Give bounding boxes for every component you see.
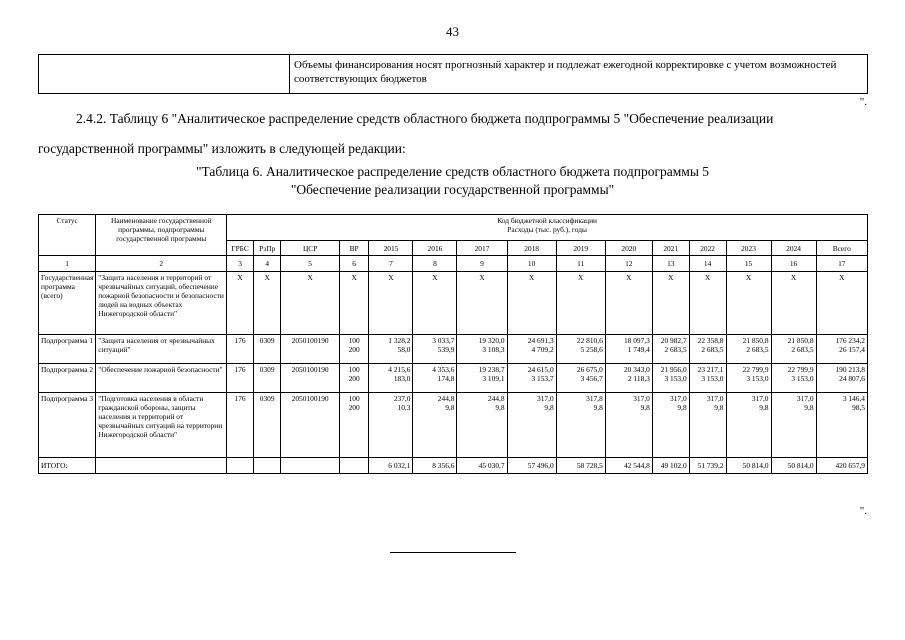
row-year-value: 21 850,8 2 683,5 xyxy=(726,335,771,364)
table-row xyxy=(39,335,868,364)
row-year-value: 22 810,6 5 258,6 xyxy=(556,335,605,364)
closing-quote-2: ". xyxy=(859,505,867,517)
row-year-value: 244,8 9,8 xyxy=(413,393,457,458)
total-empty xyxy=(96,458,227,474)
row-year-value: 20 343,0 2 118,3 xyxy=(605,364,652,393)
page-number: 43 xyxy=(446,24,459,39)
header-status: Статус xyxy=(39,215,96,256)
column-number-7: 7 xyxy=(369,256,413,272)
row-year-value: 19 320,0 3 108,3 xyxy=(457,335,507,364)
header-col-3: ВР xyxy=(339,241,369,256)
row-status: Подпрограмма 1 xyxy=(39,335,96,364)
row-year-value: 176 234,2 26 157,4 xyxy=(816,335,867,364)
row-year-value: 317,0 9,8 xyxy=(689,393,726,458)
table-row xyxy=(39,272,868,335)
column-number-9: 9 xyxy=(457,256,507,272)
column-number-16: 16 xyxy=(771,256,816,272)
row-year-value: 4 215,6 183,0 xyxy=(369,364,413,393)
row-year-value: 21 956,0 3 153,0 xyxy=(652,364,689,393)
header-col-14: Всего xyxy=(816,241,867,256)
row-year-value: 22 358,8 2 683,5 xyxy=(689,335,726,364)
table-row xyxy=(39,364,868,393)
row-year-value: 23 217,1 3 153,0 xyxy=(689,364,726,393)
row-year-value: 317,0 9,8 xyxy=(507,393,556,458)
header-col-0: ГРБС xyxy=(227,241,254,256)
header-name: Наименование государственной программы, подпрограммы государственной программы xyxy=(96,215,227,256)
row-year-value: 237,0 10,3 xyxy=(369,393,413,458)
header-col-4: 2015 xyxy=(369,241,413,256)
column-number-4: 4 xyxy=(253,256,281,272)
total-empty xyxy=(227,458,254,474)
total-value: 50 814,0 xyxy=(771,458,816,474)
row-year-value: 21 850,8 2 683,5 xyxy=(771,335,816,364)
column-number-11: 11 xyxy=(556,256,605,272)
row-year-value: 24 691,3 4 709,2 xyxy=(507,335,556,364)
header-col-12: 2023 xyxy=(726,241,771,256)
header-col-9: 2020 xyxy=(605,241,652,256)
row-year-value: 26 675,0 3 456,7 xyxy=(556,364,605,393)
row-cell-x: Х xyxy=(253,272,281,335)
column-number-15: 15 xyxy=(726,256,771,272)
total-value: 51 739,2 xyxy=(689,458,726,474)
row-year-value: 317,0 9,8 xyxy=(771,393,816,458)
row-cell-x: Х xyxy=(556,272,605,335)
row-year-value: 317,0 9,8 xyxy=(726,393,771,458)
row-year-value: 20 982,7 2 683,5 xyxy=(652,335,689,364)
row-year-value: 317,0 9,8 xyxy=(652,393,689,458)
header-col-5: 2016 xyxy=(413,241,457,256)
row-year-value: 317,8 9,8 xyxy=(556,393,605,458)
financing-note-table xyxy=(38,54,868,94)
row-cell-x: Х xyxy=(339,272,369,335)
row-year-value: 19 238,7 3 109,1 xyxy=(457,364,507,393)
header-col-8: 2019 xyxy=(556,241,605,256)
column-number-6: 6 xyxy=(339,256,369,272)
column-number-1: 1 xyxy=(39,256,96,272)
row-csr: 2050100190 xyxy=(281,393,339,458)
column-numbers-row xyxy=(39,256,868,272)
total-empty xyxy=(339,458,369,474)
row-rzpr: 0309 xyxy=(253,335,281,364)
closing-quote: ". xyxy=(859,96,867,108)
row-csr: 2050100190 xyxy=(281,364,339,393)
total-label: ИТОГО: xyxy=(39,458,96,474)
caption-line-2: "Обеспечение реализации государственной программы" xyxy=(290,182,615,197)
row-name: "Защита населения от чрезвычайных ситуаций" xyxy=(96,335,227,364)
header-col-2: ЦСР xyxy=(281,241,339,256)
row-year-value: 22 799,9 3 153,0 xyxy=(771,364,816,393)
total-value: 8 356,6 xyxy=(413,458,457,474)
column-number-10: 10 xyxy=(507,256,556,272)
footnote-rule xyxy=(390,552,516,553)
row-status: Государственная программа (всего) xyxy=(39,272,96,335)
row-year-value: 190 213,8 24 807,6 xyxy=(816,364,867,393)
row-name: "Защита населения и территорий от чрезвычайных ситуаций, обеспечение пожарной безопасности и безопасности людей на водных объектах Нижегородской области" xyxy=(96,272,227,335)
row-rzpr: 0309 xyxy=(253,364,281,393)
row-cell-x: Х xyxy=(652,272,689,335)
total-value: 42 544,8 xyxy=(605,458,652,474)
table-body xyxy=(39,272,868,474)
header-col-11: 2022 xyxy=(689,241,726,256)
row-cell-x: Х xyxy=(771,272,816,335)
row-rzpr: 0309 xyxy=(253,393,281,458)
row-cell-x: Х xyxy=(369,272,413,335)
column-number-14: 14 xyxy=(689,256,726,272)
row-vr: 100 200 xyxy=(339,364,369,393)
row-cell-x: Х xyxy=(413,272,457,335)
header-col-7: 2018 xyxy=(507,241,556,256)
row-year-value: 317,0 9,8 xyxy=(605,393,652,458)
row-name: "Подготовка населения в области гражданской обороны, защиты населения и территорий от чрезвычайных ситуаций на территории Нижегородской области" xyxy=(96,393,227,458)
row-vr: 100 200 xyxy=(339,335,369,364)
row-cell-x: Х xyxy=(457,272,507,335)
empty-cell xyxy=(39,55,290,94)
column-number-12: 12 xyxy=(605,256,652,272)
total-value: 50 814,0 xyxy=(726,458,771,474)
row-name: "Обеспечение пожарной безопасности" xyxy=(96,364,227,393)
row-cell-x: Х xyxy=(507,272,556,335)
budget-table xyxy=(38,214,868,474)
table-row xyxy=(39,393,868,458)
header-col-10: 2021 xyxy=(652,241,689,256)
total-value: 57 496,0 xyxy=(507,458,556,474)
row-cell-x: Х xyxy=(689,272,726,335)
row-cell-x: Х xyxy=(281,272,339,335)
row-year-value: 24 615,0 3 153,7 xyxy=(507,364,556,393)
instruction-text: 2.4.2. Таблицу 6 "Аналитическое распределение средств областного бюджета подпрограммы 5 "Обеспечение реализации xyxy=(76,111,774,126)
column-number-8: 8 xyxy=(413,256,457,272)
total-value: 58 728,5 xyxy=(556,458,605,474)
header-col-6: 2017 xyxy=(457,241,507,256)
table-caption xyxy=(0,163,905,199)
row-cell-x: Х xyxy=(227,272,254,335)
total-value: 420 657,9 xyxy=(816,458,867,474)
financing-note: Объемы финансирования носят прогнозный характер и подлежат ежегодной корректировке с учетом возможностей соответствующих бюджетов xyxy=(290,55,868,94)
instruction-text-cont: государственной программы" изложить в следующей редакции: xyxy=(38,141,406,156)
column-number-13: 13 xyxy=(652,256,689,272)
total-empty xyxy=(281,458,339,474)
row-grbs: 176 xyxy=(227,364,254,393)
column-number-17: 17 xyxy=(816,256,867,272)
row-year-value: 4 353,6 174,8 xyxy=(413,364,457,393)
row-cell-x: Х xyxy=(816,272,867,335)
row-grbs: 176 xyxy=(227,393,254,458)
row-year-value: 1 328,2 58,0 xyxy=(369,335,413,364)
row-cell-x: Х xyxy=(726,272,771,335)
total-empty xyxy=(253,458,281,474)
header-col-1: РзПр xyxy=(253,241,281,256)
row-year-value: 22 799,9 3 153,0 xyxy=(726,364,771,393)
header-col-13: 2024 xyxy=(771,241,816,256)
caption-line-1: "Таблица 6. Аналитическое распределение средств областного бюджета подпрограммы 5 xyxy=(195,164,710,179)
row-csr: 2050100190 xyxy=(281,335,339,364)
column-number-3: 3 xyxy=(227,256,254,272)
row-year-value: 3 146,4 98,5 xyxy=(816,393,867,458)
row-cell-x: Х xyxy=(605,272,652,335)
total-row xyxy=(39,458,868,474)
column-number-5: 5 xyxy=(281,256,339,272)
total-value: 6 032,1 xyxy=(369,458,413,474)
row-status: Подпрограмма 3 xyxy=(39,393,96,458)
row-grbs: 176 xyxy=(227,335,254,364)
row-year-value: 244,8 9,8 xyxy=(457,393,507,458)
row-year-value: 3 033,7 539,9 xyxy=(413,335,457,364)
instruction-paragraph xyxy=(38,104,868,164)
total-value: 49 102,0 xyxy=(652,458,689,474)
column-number-2: 2 xyxy=(96,256,227,272)
row-status: Подпрограмма 2 xyxy=(39,364,96,393)
total-value: 45 030,7 xyxy=(457,458,507,474)
header-code-group: Код бюджетной классификации Расходы (тыс. руб.), годы xyxy=(227,215,868,241)
row-year-value: 18 097,3 1 749,4 xyxy=(605,335,652,364)
row-vr: 100 200 xyxy=(339,393,369,458)
